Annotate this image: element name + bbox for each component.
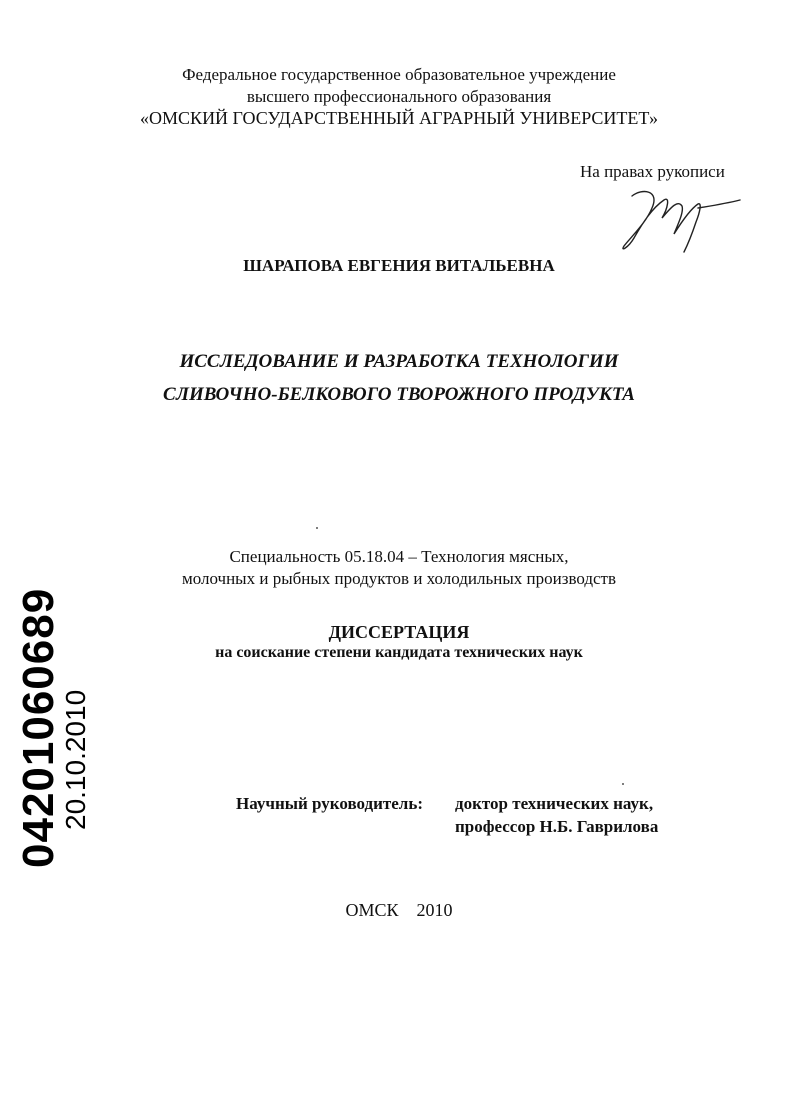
signature-image bbox=[612, 178, 752, 258]
specialty-line-1: Специальность 05.18.04 – Технология мясных, bbox=[229, 547, 569, 566]
institution-line-3: «ОМСКИЙ ГОСУДАРСТВЕННЫЙ АГРАРНЫЙ УНИВЕРСИТЕТ» bbox=[140, 108, 658, 128]
supervisor-degree: доктор технических наук, bbox=[455, 794, 654, 813]
dissertation-subheading: на соискание степени кандидата технических наук bbox=[215, 644, 583, 661]
scan-speck bbox=[622, 783, 624, 785]
library-stamp-number: 04201060689 bbox=[14, 587, 63, 868]
dissertation-heading: ДИССЕРТАЦИЯ bbox=[328, 622, 470, 642]
title-line-1: ИССЛЕДОВАНИЕ И РАЗРАБОТКА ТЕХНОЛОГИИ bbox=[179, 351, 619, 372]
supervisor-name: профессор Н.Б. Гаврилова bbox=[455, 817, 659, 836]
institution-line-2: высшего профессионального образования bbox=[246, 87, 552, 106]
scan-speck bbox=[316, 527, 318, 529]
title-line-2: СЛИВОЧНО-БЕЛКОВОГО ТВОРОЖНОГО ПРОДУКТА bbox=[163, 384, 635, 405]
author-name: ШАРАПОВА ЕВГЕНИЯ ВИТАЛЬЕВНА bbox=[243, 256, 555, 275]
institution-line-1: Федеральное государственное образовательное учреждение bbox=[182, 65, 616, 84]
city-year: ОМСК 2010 bbox=[345, 900, 453, 920]
library-stamp-date: 20.10.2010 bbox=[60, 689, 91, 830]
supervisor-label: Научный руководитель: bbox=[236, 794, 423, 813]
manuscript-note: На правах рукописи bbox=[580, 162, 725, 181]
specialty-line-2: молочных и рыбных продуктов и холодильных производств bbox=[181, 569, 617, 588]
